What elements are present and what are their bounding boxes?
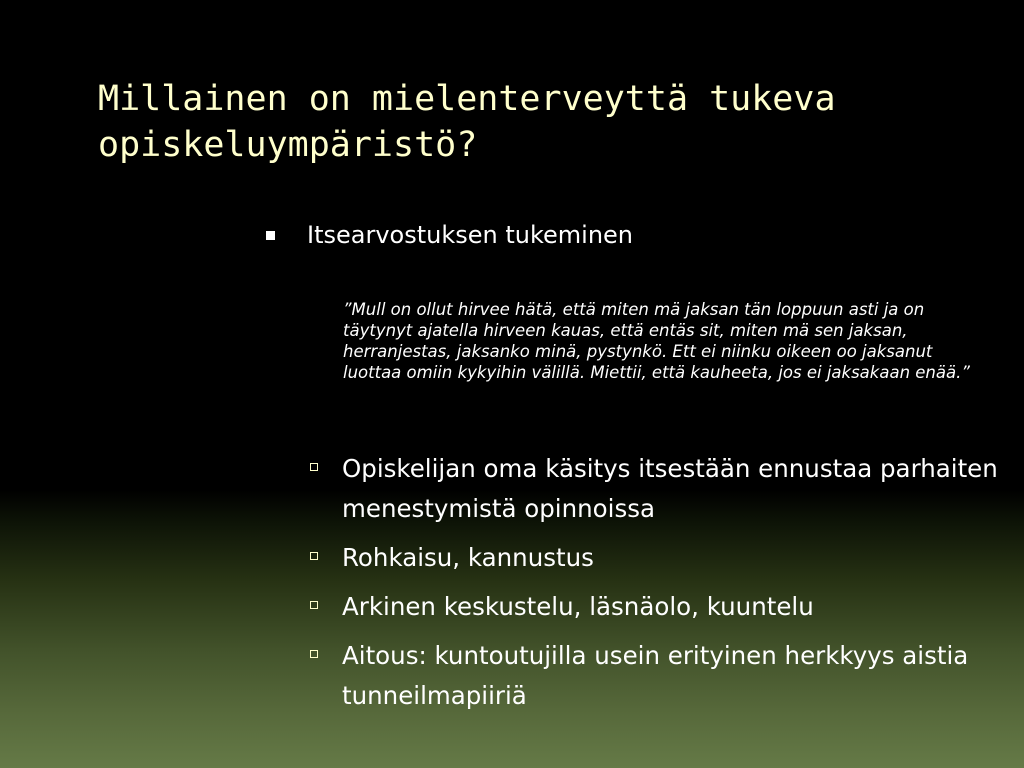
sub-bullet-list: [310, 449, 1000, 725]
sub-bullet-text: Rohkaisu, kannustus: [342, 543, 594, 572]
sub-bullet-item: [310, 538, 1000, 578]
main-bullet-text: Itsearvostuksen tukeminen: [307, 221, 634, 249]
hollow-square-bullet-icon: [310, 463, 318, 471]
hollow-square-bullet-icon: [310, 601, 318, 609]
hollow-square-bullet-icon: [310, 650, 318, 658]
sub-bullet-text: Arkinen keskustelu, läsnäolo, kuuntelu: [342, 592, 814, 621]
hollow-square-bullet-icon: [310, 552, 318, 560]
sub-bullet-text: Opiskelijan oma käsitys itsestään ennustaa parhaiten menestymistä opinnoissa: [342, 454, 998, 523]
sub-bullet-item: [310, 587, 1000, 627]
student-quote: ”Mull on ollut hirvee hätä, että miten mä jaksan tän loppuun asti ja on täytynyt ajatella hirveen kauas, että entäs sit, miten mä sen jaksan, herranjestas, jaksanko minä, pystynkö. Ett ei niinku oikeen oo jaksanut luottaa omiin kykyihin välillä. Miettii, että kauheeta, jos ei jaksakaan enää.”: [343, 300, 970, 382]
slide-title: Millainen on mielenterveyttä tukeva opiskeluympäristö?: [98, 79, 836, 165]
main-bullet: [266, 219, 633, 251]
sub-bullet-item: [310, 449, 1000, 529]
square-bullet-icon: [266, 231, 275, 240]
sub-bullet-text: Aitous: kuntoutujilla usein erityinen herkkyys aistia tunneilmapiiriä: [342, 641, 969, 710]
sub-bullet-item: [310, 636, 1000, 716]
